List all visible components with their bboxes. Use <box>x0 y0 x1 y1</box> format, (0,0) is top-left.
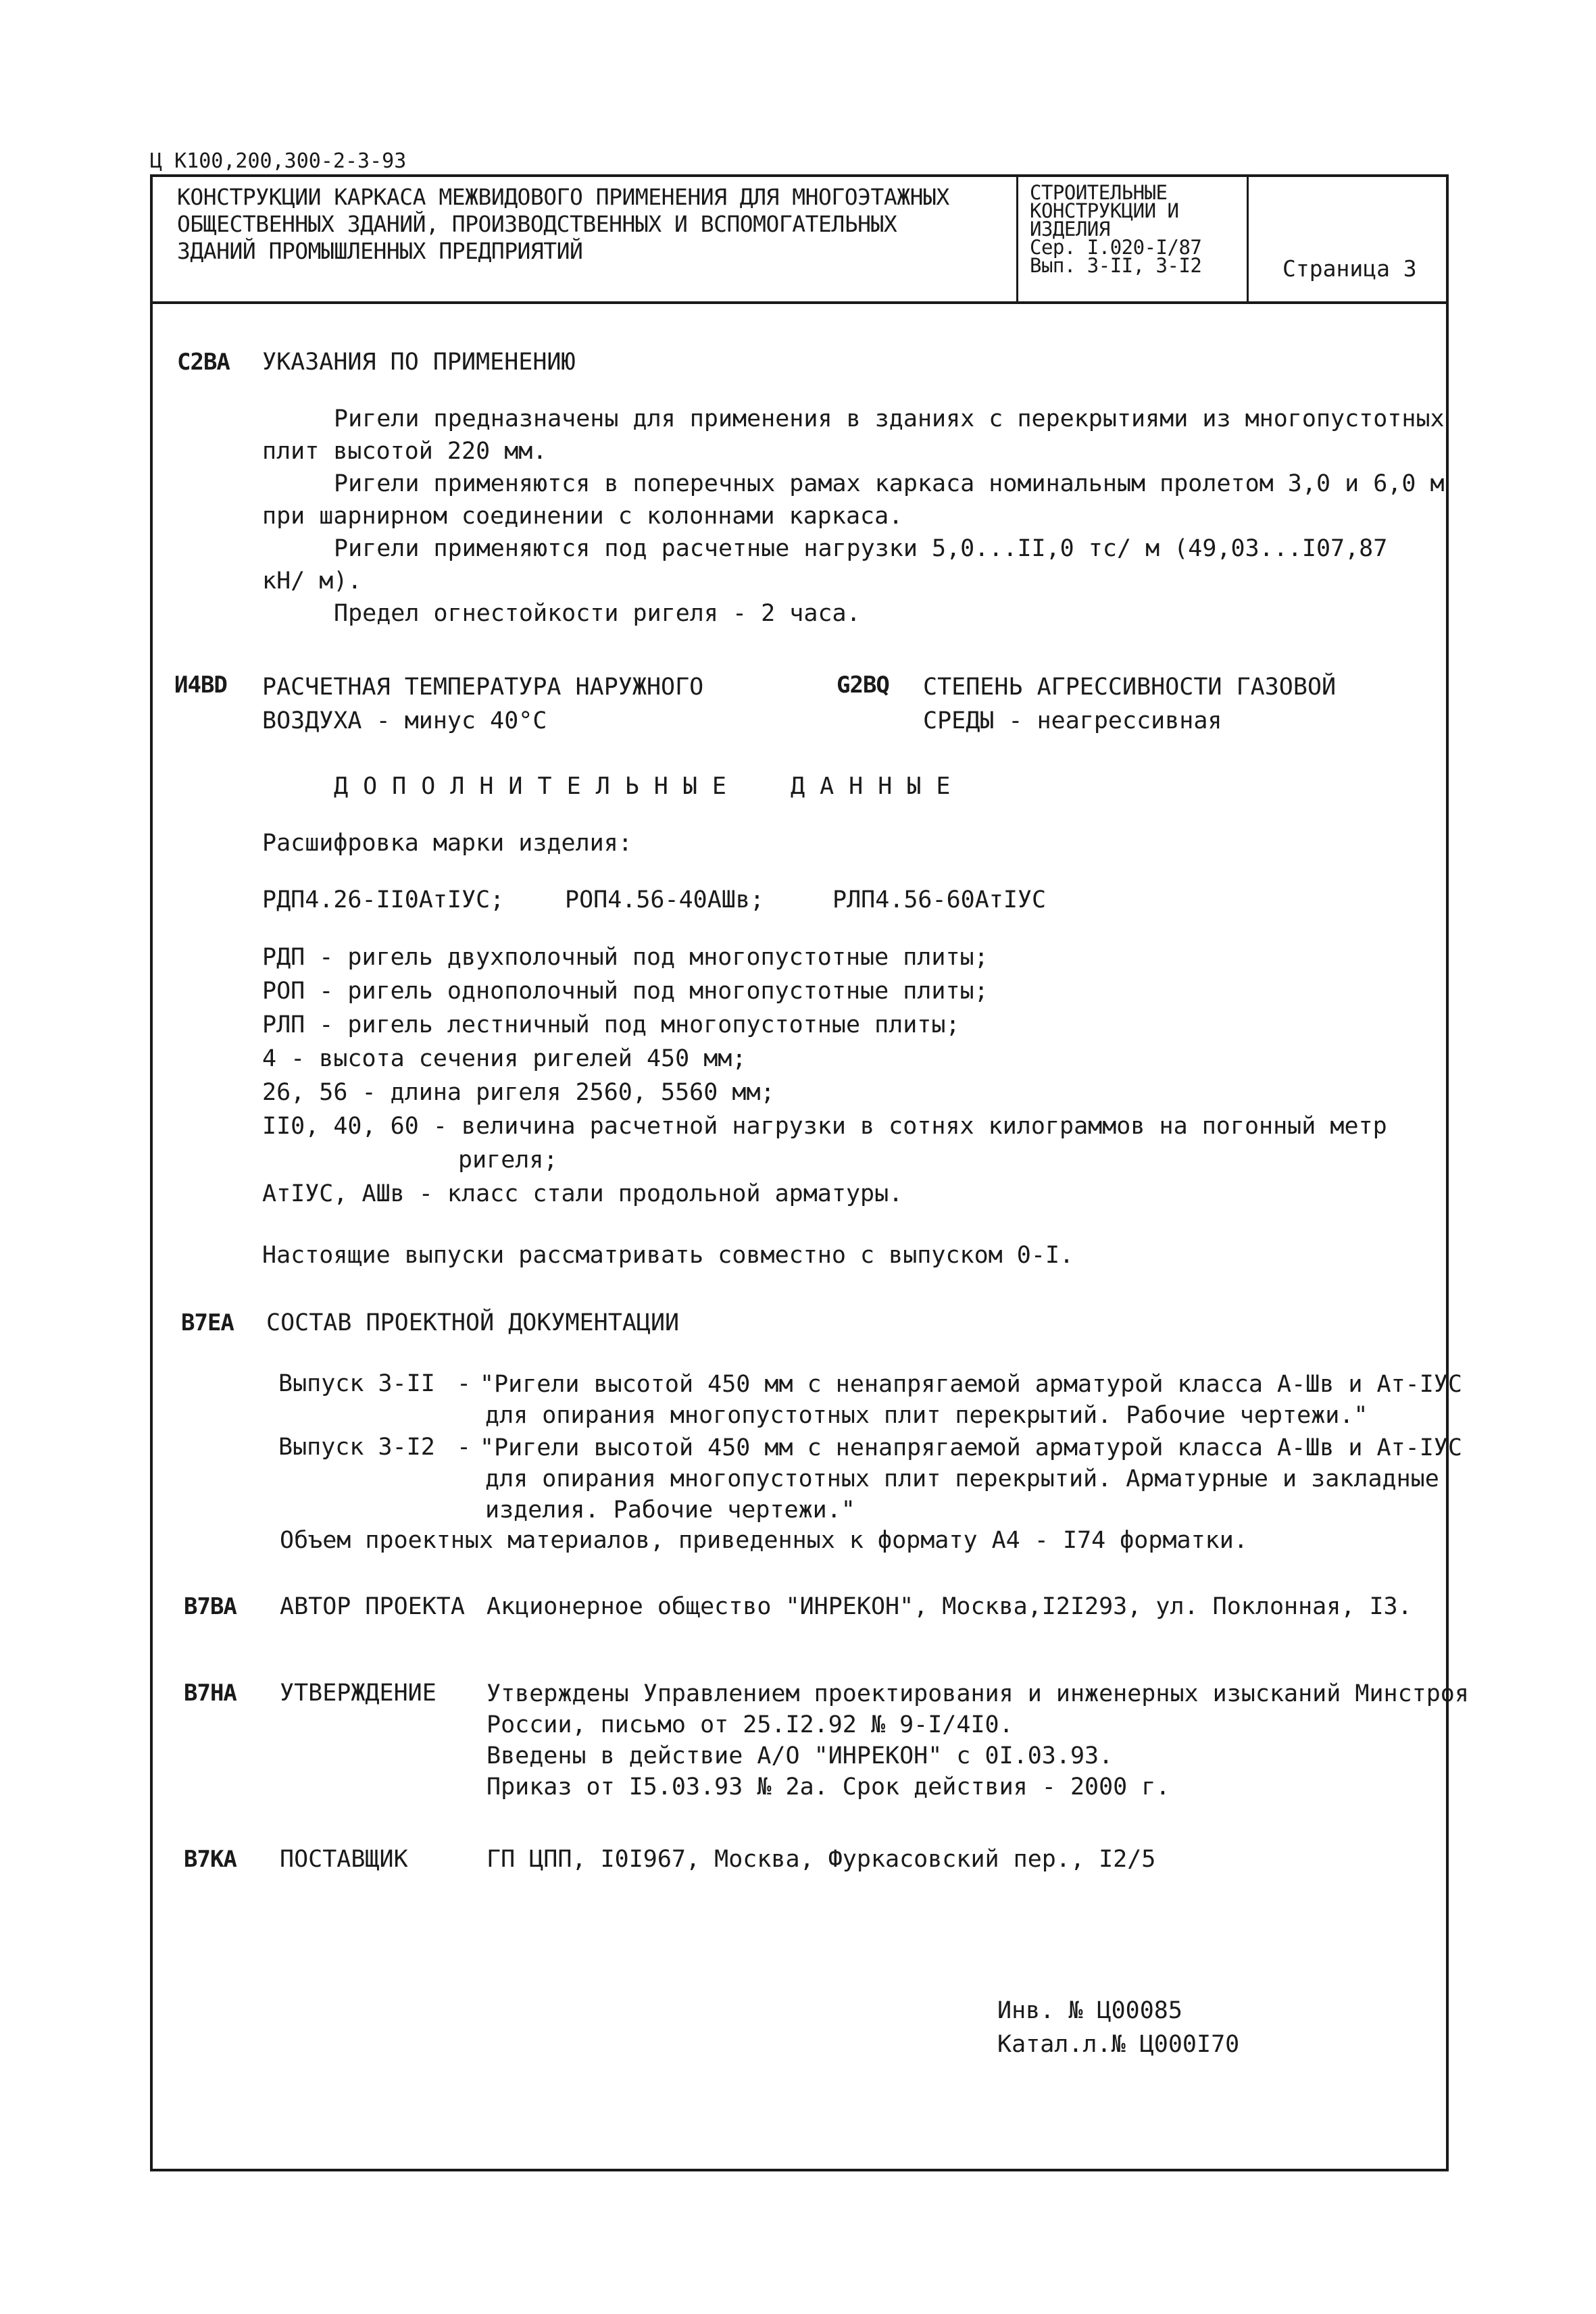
issue-label-2: Выпуск 3-I2 <box>278 1434 435 1461</box>
header-series <box>1030 181 1202 277</box>
additional-data-heading-2: ДАННЫЕ <box>791 773 966 800</box>
section-heading-usage: УКАЗАНИЯ ПО ПРИМЕНЕНИЮ <box>262 349 576 376</box>
usage-line: Ригели предназначены для применения в зданиях с перекрытиями из многопустотных <box>334 405 1445 432</box>
joint-issue-note: Настоящие выпуски рассматривать совместно с выпуском 0-I. <box>262 1242 1074 1269</box>
author-text: Акционерное общество "ИНРЕКОН", Москва,I2I293, ул. Поклонная, I3. <box>487 1593 1412 1620</box>
usage-line: при шарнирном соединении с колоннами каркаса. <box>262 503 903 530</box>
inventory-number: Инв. № Ц00085 <box>997 1997 1182 2024</box>
temperature-line: РАСЧЕТНАЯ ТЕМПЕРАТУРА НАРУЖНОГО <box>262 674 704 701</box>
section-code-documentation: B7EA <box>181 1309 234 1336</box>
issue-line: для опирания многопустотных плит перекрытий. Арматурные и закладные <box>485 1465 1439 1492</box>
mark-legend <box>262 940 1387 1211</box>
decode-label: Расшифровка марки изделия: <box>262 830 632 857</box>
approval-label: УТВЕРЖДЕНИЕ <box>280 1680 437 1707</box>
usage-line: Ригели применяются под расчетные нагрузки 5,0...II,0 тс/ м (49,03...I07,87 <box>334 535 1388 562</box>
series-line: Вып. 3-II, 3-I2 <box>1030 254 1202 277</box>
header-divider <box>150 301 1447 304</box>
legend-line: 4 - высота сечения ригелей 450 мм; <box>262 1045 747 1072</box>
legend-line: II0, 40, 60 - величина расчетной нагрузки в сотнях килограммов на погонный метр <box>262 1113 1387 1140</box>
series-line: Сер. I.020-I/87 <box>1030 236 1202 259</box>
issue-line: изделия. Рабочие чертежи." <box>485 1496 855 1524</box>
catalog-number: Катал.л.№ Ц000I70 <box>997 2031 1240 2058</box>
approval-line: России, письмо от 25.I2.92 № 9-I/4I0. <box>487 1711 1014 1738</box>
header-title-line: ЗДАНИЙ ПРОМЫШЛЕННЫХ ПРЕДПРИЯТИЙ <box>177 238 583 264</box>
usage-line: плит высотой 220 мм. <box>262 438 547 465</box>
header-col-divider-1 <box>1016 174 1018 303</box>
supplier-text: ГП ЦПП, I0I967, Москва, Фуркасовский пер., I2/5 <box>487 1846 1156 1873</box>
issue-line: "Ригели высотой 450 мм с ненапрягаемой арматурой класса А-Шв и Ат-IУС <box>480 1371 1462 1398</box>
section-code-aggressiveness: G2BQ <box>837 672 889 699</box>
legend-line: РЛП - ригель лестничный под многопустотные плиты; <box>262 1011 960 1038</box>
legend-line: АтIУС, АШв - класс стали продольной арматуры. <box>262 1180 903 1207</box>
header-title-line: ОБЩЕСТВЕННЫХ ЗДАНИЙ, ПРОИЗВОДСТВЕННЫХ И ВСПОМОГАТЕЛЬНЫХ <box>177 211 897 237</box>
mark-2: РОП4.56-40АШв; <box>565 886 765 913</box>
temperature-line: ВОЗДУХА - минус 40°С <box>262 707 547 734</box>
legend-line: ригеля; <box>458 1147 558 1174</box>
issue-line: "Ригели высотой 450 мм с ненапрягаемой арматурой класса А-Шв и Ат-IУС <box>480 1434 1462 1461</box>
legend-line: РОП - ригель однополочный под многопустотные плиты; <box>262 978 989 1005</box>
frame-bottom <box>150 2169 1449 2171</box>
legend-line: РДП - ригель двухполочный под многопустотные плиты; <box>262 944 989 971</box>
issue-dash-1: - <box>457 1370 472 1397</box>
section-code-usage: C2BA <box>177 349 230 376</box>
header-title-line: КОНСТРУКЦИИ КАРКАСА МЕЖВИДОВОГО ПРИМЕНЕНИЯ ДЛЯ МНОГОЭТАЖНЫХ <box>177 184 949 210</box>
approval-line: Утверждены Управлением проектирования и инженерных изысканий Минстроя <box>487 1680 1469 1707</box>
mark-1: РДП4.26-II0АтIУС; <box>262 886 505 913</box>
issue-line: для опирания многопустотных плит перекрытий. Рабочие чертежи." <box>485 1402 1368 1429</box>
series-line: КОНСТРУКЦИИ И <box>1030 199 1179 222</box>
legend-line: 26, 56 - длина ригеля 2560, 5560 мм; <box>262 1079 775 1106</box>
approval-line: Приказ от I5.03.93 № 2а. Срок действия - 2000 г. <box>487 1774 1170 1801</box>
issue-description-2 <box>480 1432 1462 1526</box>
usage-text <box>262 403 1445 630</box>
additional-data-heading: ДОПОЛНИТЕЛЬНЫЕ <box>334 773 742 800</box>
supplier-label: ПОСТАВЩИК <box>280 1846 408 1873</box>
section-code-supplier: B7KA <box>184 1846 236 1873</box>
usage-line: кН/ м). <box>262 568 362 595</box>
frame-top <box>150 174 1447 177</box>
approval-text <box>487 1678 1469 1803</box>
aggressiveness-line: СТЕПЕНЬ АГРЕССИВНОСТИ ГАЗОВОЙ <box>923 674 1337 701</box>
series-line: ИЗДЕЛИЯ <box>1030 218 1110 241</box>
aggressiveness-line: СРЕДЫ - неагрессивная <box>923 707 1222 734</box>
section-code-author: B7BA <box>184 1593 236 1620</box>
usage-line: Ригели применяются в поперечных рамах каркаса номинальным пролетом 3,0 и 6,0 м <box>334 470 1445 497</box>
volume-note: Объем проектных материалов, приведенных к формату А4 - I74 форматки. <box>280 1527 1248 1554</box>
section-heading-documentation: СОСТАВ ПРОЕКТНОЙ ДОКУМЕНТАЦИИ <box>266 1309 680 1336</box>
series-line: СТРОИТЕЛЬНЫЕ <box>1030 181 1168 204</box>
issue-label-1: Выпуск 3-II <box>278 1370 435 1397</box>
author-label: АВТОР ПРОЕКТА <box>280 1593 465 1620</box>
aggressiveness-text <box>923 670 1336 738</box>
issue-dash-2: - <box>457 1434 472 1461</box>
section-code-approval: B7HA <box>184 1680 236 1707</box>
header-title <box>177 184 949 265</box>
issue-description-1 <box>480 1369 1462 1431</box>
frame-left <box>150 174 153 2171</box>
document-code: Ц К100,200,300-2-3-93 <box>150 149 407 173</box>
temperature-text <box>262 670 703 738</box>
usage-line: Предел огнестойкости ригеля - 2 часа. <box>334 600 861 627</box>
page-number: Страница 3 <box>1282 255 1417 282</box>
mark-3: РЛП4.56-60АтIУС <box>832 886 1047 913</box>
approval-line: Введены в действие А/О "ИНРЕКОН" с 0I.03.93. <box>487 1742 1114 1769</box>
section-code-temperature: И4ВD <box>174 672 227 699</box>
header-col-divider-2 <box>1247 174 1249 303</box>
frame-right <box>1446 174 1449 2171</box>
